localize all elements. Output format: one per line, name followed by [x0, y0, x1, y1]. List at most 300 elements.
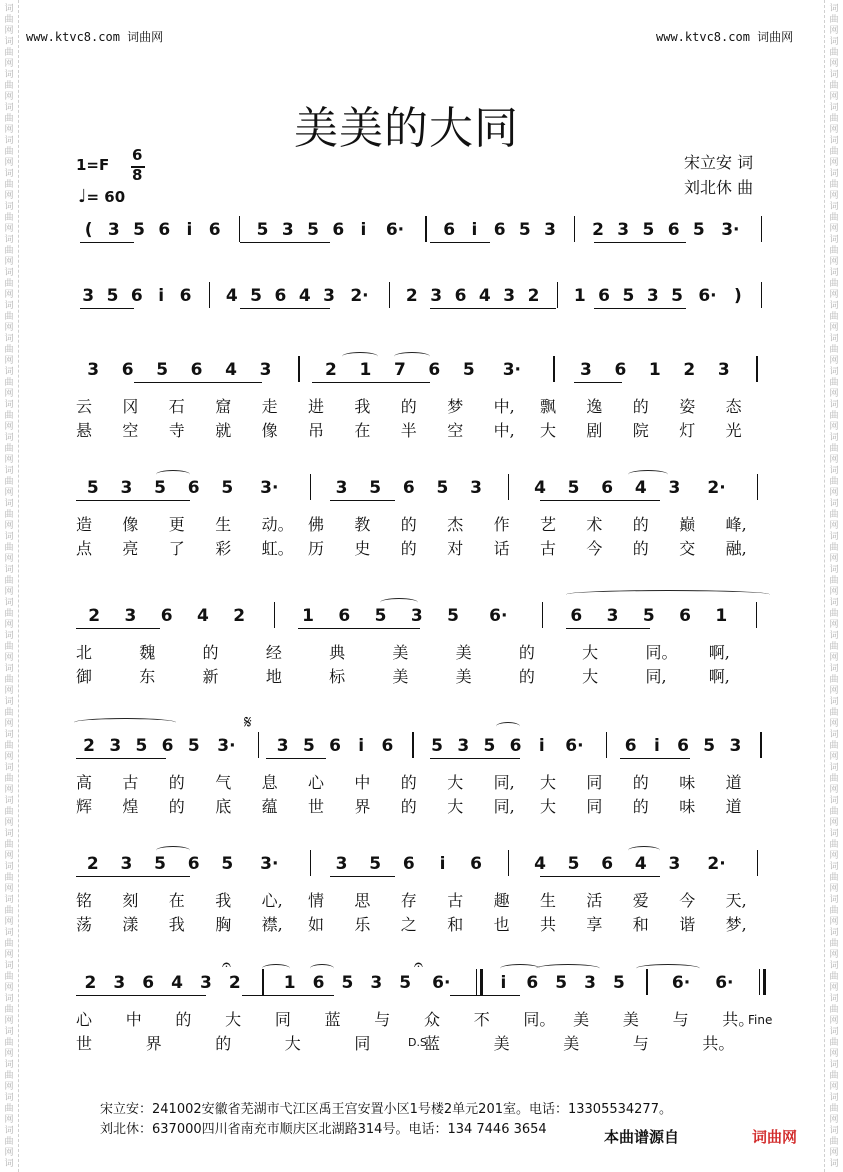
note: 6	[161, 736, 174, 756]
watermark-char: 曲	[829, 807, 839, 817]
lyric-char: 享	[586, 915, 603, 934]
watermark-char: 词	[4, 103, 14, 113]
watermark-char: 曲	[829, 708, 839, 718]
slur-arc	[536, 964, 600, 973]
beam-line	[76, 758, 166, 759]
note: 5	[187, 736, 200, 756]
watermark-char: 曲	[4, 939, 14, 949]
segno-mark: 𝄋	[244, 712, 252, 733]
lyric-char: 空	[122, 421, 139, 440]
barline	[761, 216, 762, 242]
note: 3	[200, 973, 212, 993]
lyric-char: 标	[329, 667, 346, 686]
lyric-char: 世	[76, 1034, 93, 1053]
note: 6	[130, 286, 143, 306]
lyric-char: 经	[265, 643, 282, 662]
lyric-char: 生	[540, 891, 557, 910]
lyric-char: 乐	[354, 915, 371, 934]
watermark-char: 词	[829, 1093, 839, 1103]
lyric-char: 蕴	[261, 797, 278, 816]
brand-logo[interactable]: 词曲网	[752, 1128, 798, 1146]
note: 6	[428, 360, 441, 380]
watermark-char: 曲	[829, 345, 839, 355]
note: 5	[483, 736, 496, 756]
lyric-char: 更	[168, 515, 185, 534]
beam-line	[242, 995, 334, 996]
note: 6	[667, 220, 680, 240]
lyric-char: 同,	[645, 667, 667, 686]
lyric-char: 姿	[679, 397, 696, 416]
lyric-char: 剧	[586, 421, 603, 440]
lyric-char: 美	[455, 643, 472, 662]
fermata-mark-2: 𝄐	[414, 955, 423, 974]
note: 5	[642, 220, 655, 240]
watermark-char: 网	[829, 818, 839, 828]
watermark-char: 曲	[829, 1005, 839, 1015]
lyric-char: 云	[76, 397, 93, 416]
lyric-char: 巅	[679, 515, 696, 534]
watermark-char: 网	[4, 686, 14, 696]
watermark-char: 曲	[4, 741, 14, 751]
lyric-char: 院	[632, 421, 649, 440]
note: 6	[208, 220, 221, 240]
lyric-char: 界	[145, 1034, 162, 1053]
note: 4	[478, 286, 491, 306]
watermark-char: 词	[4, 895, 14, 905]
note: 5	[431, 736, 443, 756]
note: 3	[335, 854, 348, 874]
beam-line	[298, 628, 420, 629]
note: i	[500, 973, 507, 993]
note: i	[158, 286, 165, 306]
beam-line	[76, 876, 190, 877]
note: 6·	[489, 606, 508, 626]
note: 3	[668, 854, 681, 874]
watermark-char: 网	[829, 488, 839, 498]
barline	[425, 216, 426, 242]
lyric-char: 味	[679, 797, 696, 816]
watermark-char: 曲	[4, 708, 14, 718]
note: 3	[120, 478, 133, 498]
lyric-char: 大	[225, 1010, 242, 1029]
watermark-char: 网	[829, 1148, 839, 1158]
watermark-char: 曲	[829, 741, 839, 751]
watermark-char: 曲	[4, 246, 14, 256]
note: 5	[567, 478, 580, 498]
watermark-char: 曲	[4, 906, 14, 916]
watermark-char: 曲	[4, 213, 14, 223]
watermark-char: 网	[829, 1115, 839, 1125]
barline	[508, 850, 509, 876]
beam-line	[312, 382, 430, 383]
note: 4	[534, 854, 546, 874]
beam-line	[430, 242, 490, 243]
lyric-char: 美	[573, 1010, 590, 1029]
barline	[757, 850, 758, 876]
watermark-char: 曲	[4, 312, 14, 322]
lyric-char: 今	[586, 539, 603, 558]
watermark-char: 网	[4, 125, 14, 135]
note: 5	[154, 478, 166, 498]
watermark-char: 网	[829, 785, 839, 795]
watermark-char: 词	[4, 532, 14, 542]
note: 2	[683, 360, 696, 380]
lyric-char: 古	[122, 773, 139, 792]
watermark-char: 网	[4, 1049, 14, 1059]
watermark-char: 网	[829, 686, 839, 696]
watermark-char: 曲	[829, 147, 839, 157]
watermark-char: 曲	[829, 15, 839, 25]
lyric-char: 的	[400, 515, 417, 534]
beam-line	[76, 628, 160, 629]
barline	[274, 602, 275, 628]
note: i	[360, 220, 367, 240]
watermark-char: 词	[4, 829, 14, 839]
note: 3	[124, 606, 137, 626]
lyric-char: 同。	[523, 1010, 556, 1029]
note: 3	[87, 360, 100, 380]
note: 5	[436, 478, 449, 498]
barline	[239, 216, 240, 242]
watermark-char: 曲	[829, 774, 839, 784]
note: 6·	[385, 220, 405, 240]
note: 5	[106, 286, 119, 306]
note: 4	[171, 973, 183, 993]
watermark-char: 曲	[829, 312, 839, 322]
lyric-char: 思	[354, 891, 371, 910]
note: 5	[133, 220, 145, 240]
lyric-char: 爱	[632, 891, 649, 910]
lyric-char: 艺	[540, 515, 557, 534]
watermark-char: 曲	[4, 807, 14, 817]
tempo-value: = 60	[86, 188, 126, 206]
lyric-char: 美	[563, 1034, 580, 1053]
watermark-char: 曲	[4, 972, 14, 982]
lyric-char: 进	[308, 397, 325, 416]
watermark-char: 曲	[829, 543, 839, 553]
note: 3	[120, 854, 133, 874]
beam-line	[574, 382, 622, 383]
watermark-char: 网	[829, 554, 839, 564]
lyric-char: 灯	[679, 421, 696, 440]
lyric-char: 辉	[76, 797, 93, 816]
lyric-char: 天,	[725, 891, 747, 910]
slur-arc	[636, 964, 700, 973]
note: 5	[221, 854, 234, 874]
lyric-char: 虹。	[261, 539, 294, 558]
quarter-note-icon: ♩	[78, 186, 87, 207]
watermark-char: 曲	[829, 939, 839, 949]
note: 4	[196, 606, 209, 626]
lyric-char: 大	[284, 1034, 301, 1053]
watermark-char: 曲	[4, 1038, 14, 1048]
site-url-right[interactable]: www.ktvc8.com 词曲网	[656, 30, 794, 44]
lyric-char: 同	[586, 797, 603, 816]
watermark-char: 曲	[4, 147, 14, 157]
note: 3	[410, 606, 423, 626]
watermark-char: 词	[829, 895, 839, 905]
note: 1	[573, 286, 586, 306]
lyric-char: 漾	[122, 915, 139, 934]
watermark-char: 词	[829, 829, 839, 839]
watermark-char: 词	[4, 598, 14, 608]
note: 3	[113, 973, 126, 993]
lyric-char: 窟	[215, 397, 232, 416]
watermark-char: 网	[829, 59, 839, 69]
note: )	[734, 286, 742, 306]
watermark-char: 词	[4, 136, 14, 146]
lyric-char: 中,	[493, 421, 515, 440]
slur-arc	[496, 722, 520, 731]
watermark-char: 网	[829, 257, 839, 267]
lyric-char: 作	[493, 515, 510, 534]
lyric-char: 像	[122, 515, 139, 534]
watermark-char: 网	[829, 455, 839, 465]
watermark-char: 网	[829, 587, 839, 597]
watermark-char: 词	[829, 466, 839, 476]
fine-mark: Fine	[748, 1013, 773, 1027]
lyric-char: 交	[679, 539, 696, 558]
note: 3	[503, 286, 516, 306]
note: 2	[527, 286, 540, 306]
beam-line	[430, 758, 520, 759]
watermark-char: 词	[4, 202, 14, 212]
lyric-char: 趣	[493, 891, 510, 910]
barline	[310, 474, 311, 500]
watermark-char: 词	[4, 367, 14, 377]
watermark-char: 词	[829, 631, 839, 641]
watermark-char: 曲	[829, 609, 839, 619]
watermark-char: 网	[829, 158, 839, 168]
note: 5	[135, 736, 148, 756]
lyric-char: 煌	[122, 797, 139, 816]
slur-arc	[342, 352, 378, 361]
note: 3	[259, 360, 272, 380]
note: 4	[225, 360, 237, 380]
watermark-char: 网	[4, 1148, 14, 1158]
slur-arc	[566, 590, 770, 599]
watermark-char: 词	[829, 169, 839, 179]
note: 3·	[217, 736, 236, 756]
watermark-char: 曲	[829, 1104, 839, 1114]
lyric-char: 心	[76, 1010, 93, 1029]
note: 4	[534, 478, 546, 498]
watermark-char: 网	[4, 488, 14, 498]
lyric-char: 情	[308, 891, 325, 910]
watermark-char: 曲	[829, 411, 839, 421]
watermark-char: 词	[829, 235, 839, 245]
lyric-char: 冈	[122, 397, 139, 416]
beam-line	[76, 995, 206, 996]
lyric-char: 美	[493, 1034, 510, 1053]
watermark-char: 网	[4, 653, 14, 663]
composer-credit: 刘北休 曲	[684, 178, 754, 197]
note: 2	[592, 220, 604, 240]
note: 3	[281, 220, 294, 240]
barline	[757, 474, 758, 500]
lyric-char: 和	[632, 915, 649, 934]
lyric-char: 杰	[447, 515, 464, 534]
lyric-char: 大	[447, 797, 464, 816]
watermark-char: 曲	[829, 378, 839, 388]
beam-line	[594, 308, 686, 309]
beam-line	[134, 382, 262, 383]
slur-arc	[394, 352, 430, 361]
lyric-char: 地	[265, 667, 282, 686]
lyric-char: 魏	[139, 643, 156, 662]
watermark-char: 词	[4, 664, 14, 674]
watermark-char: 曲	[4, 609, 14, 619]
note: 6	[160, 606, 173, 626]
watermark-char: 词	[4, 763, 14, 773]
beam-line	[540, 500, 660, 501]
barline	[310, 850, 311, 876]
watermark-char: 词	[829, 202, 839, 212]
lyric-char: 襟,	[261, 915, 283, 934]
note: 3	[276, 736, 289, 756]
watermark-char: 网	[829, 290, 839, 300]
watermark-char: 曲	[4, 1005, 14, 1015]
watermark-char: 曲	[4, 1071, 14, 1081]
watermark-char: 网	[4, 818, 14, 828]
note: 5	[86, 478, 99, 498]
watermark-char: 词	[4, 466, 14, 476]
lyric-char: 东	[139, 667, 156, 686]
watermark-char: 词	[829, 433, 839, 443]
lyric-char: 就	[215, 421, 232, 440]
lyric-char: 的	[632, 797, 649, 816]
lyric-char: 今	[679, 891, 696, 910]
note: 5	[447, 606, 459, 626]
watermark-char: 网	[4, 884, 14, 894]
note: 6	[624, 736, 637, 756]
watermark-char: 词	[4, 730, 14, 740]
lyric-char: 的	[168, 797, 185, 816]
watermark-char: 曲	[4, 840, 14, 850]
watermark-char: 网	[829, 752, 839, 762]
fermata-mark-1: 𝄐	[222, 955, 231, 974]
note: 6	[338, 606, 351, 626]
barline-thick	[480, 969, 483, 995]
note: 6	[187, 854, 200, 874]
footer-composer-address: 刘北休：637000四川省南充市顺庆区北湖路314号。电话：134 7446 3654	[100, 1122, 547, 1137]
tempo-mark	[78, 186, 125, 207]
barline	[760, 732, 761, 758]
lyric-char: 佛	[308, 515, 325, 534]
source-label: 本曲谱源自	[604, 1128, 680, 1146]
lyric-char: 大	[582, 643, 599, 662]
lyric-char: 史	[354, 539, 371, 558]
watermark-char: 网	[829, 26, 839, 36]
lyric-char: 荡	[76, 915, 93, 934]
lyric-char: 大	[540, 797, 557, 816]
note: 6	[614, 360, 627, 380]
note: 6	[677, 736, 689, 756]
note: 2	[325, 360, 337, 380]
lyric-char: 大	[540, 421, 557, 440]
watermark-char: 网	[4, 620, 14, 630]
beam-line	[330, 500, 395, 501]
note: 6	[142, 973, 155, 993]
watermark-char: 曲	[829, 213, 839, 223]
lyric-char: 的	[518, 667, 535, 686]
lyric-char: 动。	[261, 515, 294, 534]
watermark-char: 词	[829, 1126, 839, 1136]
watermark-char: 词	[829, 532, 839, 542]
lyric-char: 吊	[308, 421, 325, 440]
lyric-char: 与	[374, 1010, 391, 1029]
beam-line	[266, 758, 326, 759]
lyric-char: 生	[215, 515, 232, 534]
watermark-char: 网	[4, 389, 14, 399]
note: 6	[493, 220, 506, 240]
note: 3·	[260, 854, 279, 874]
lyric-char: 悬	[76, 421, 93, 440]
watermark-char: 网	[4, 191, 14, 201]
lyric-char: 的	[400, 397, 417, 416]
lyric-char: 光	[725, 421, 742, 440]
note: 6	[601, 854, 614, 874]
lyric-char: 世	[308, 797, 325, 816]
note: 6	[598, 286, 610, 306]
note: 3	[109, 736, 122, 756]
lyric-char: 飘	[540, 397, 557, 416]
lyric-char: 如	[308, 915, 325, 934]
watermark-char: 词	[829, 928, 839, 938]
lyric-char: 的	[400, 539, 417, 558]
lyric-char: 美	[622, 1010, 639, 1029]
site-url-left[interactable]: www.ktvc8.com 词曲网	[26, 30, 164, 44]
lyric-char: 典	[329, 643, 346, 662]
watermark-char: 网	[4, 719, 14, 729]
watermark-char: 词	[4, 70, 14, 80]
footer-lyricist-address: 宋立安：241002安徽省芜湖市弋江区禹王宫安置小区1号楼2单元201室。电话：13305534277。	[100, 1102, 672, 1117]
watermark-char: 词	[829, 400, 839, 410]
watermark-char: 网	[4, 983, 14, 993]
watermark-char: 网	[4, 1115, 14, 1125]
note: 6	[381, 736, 394, 756]
lyric-char: 融,	[725, 539, 747, 558]
slur-arc	[628, 470, 668, 479]
watermark-char: 词	[4, 499, 14, 509]
watermark-char: 词	[4, 334, 14, 344]
note: 6	[601, 478, 614, 498]
lyric-char: 像	[261, 421, 278, 440]
watermark-char: 词	[4, 1060, 14, 1070]
beam-line	[620, 758, 690, 759]
note: 3	[370, 973, 383, 993]
watermark-char: 曲	[4, 345, 14, 355]
note: 6	[121, 360, 134, 380]
lyric-char: 界	[354, 797, 371, 816]
barline	[553, 356, 554, 382]
note: 5	[642, 606, 655, 626]
note: 6	[454, 286, 467, 306]
lyric-char: 同	[354, 1034, 371, 1053]
watermark-char: 曲	[829, 1071, 839, 1081]
watermark-char: 词	[829, 103, 839, 113]
lyric-char: 不	[473, 1010, 490, 1029]
note: 5	[221, 478, 234, 498]
lyric-char: 在	[354, 421, 371, 440]
watermark-char: 词	[829, 70, 839, 80]
watermark-char: 词	[829, 499, 839, 509]
barline	[606, 732, 607, 758]
watermark-char: 网	[829, 224, 839, 234]
note: 1	[283, 973, 296, 993]
beam-line	[330, 876, 395, 877]
beam-line	[566, 628, 650, 629]
